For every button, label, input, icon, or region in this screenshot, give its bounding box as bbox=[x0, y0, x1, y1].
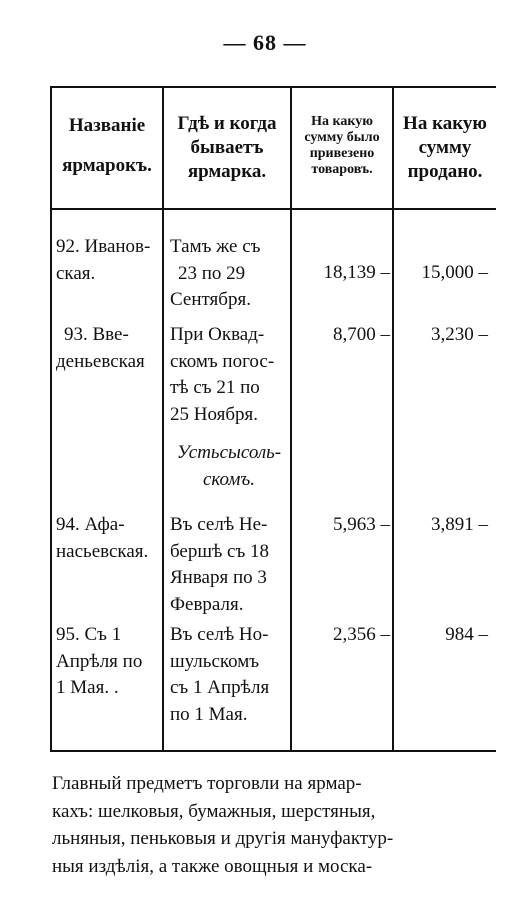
amount-brought: 8,700 – bbox=[333, 324, 390, 345]
text-line: 23 по 29 bbox=[178, 262, 246, 284]
text-line: съ 1 Апрѣля bbox=[170, 677, 270, 699]
text-line: При Оквад- bbox=[170, 324, 265, 345]
text-line: 93. Вве- bbox=[64, 324, 129, 345]
header-sold bbox=[394, 112, 496, 183]
text-line: шульскомъ bbox=[170, 650, 260, 672]
header-line: На какую bbox=[403, 113, 487, 134]
text-line: бершѣ съ 18 bbox=[170, 540, 270, 562]
text-line: деньевская bbox=[56, 350, 145, 372]
district-heading bbox=[170, 440, 288, 493]
paragraph-line: Главный предметъ торговли на ярмар- bbox=[52, 773, 362, 794]
amount-brought: 18,139 – bbox=[323, 262, 390, 283]
text-line: Въ селѣ Но- bbox=[170, 624, 269, 645]
header-line: На какую bbox=[311, 114, 373, 129]
fair-place bbox=[170, 234, 288, 314]
column-divider bbox=[290, 88, 292, 750]
paragraph-line: льняныя, пеньковыя и другія мануфактур- bbox=[52, 828, 394, 850]
amount-sold: 3,230 – bbox=[431, 324, 488, 345]
text-line: скомъ. bbox=[202, 468, 256, 490]
text-line: Устьсысоль- bbox=[176, 442, 282, 463]
header-brought bbox=[292, 114, 392, 178]
amount-sold: 3,891 – bbox=[431, 514, 488, 535]
fair-name bbox=[56, 234, 162, 287]
fairs-table bbox=[50, 86, 496, 752]
page-number: — 68 — bbox=[223, 30, 307, 55]
amount-brought: 2,356 – bbox=[333, 624, 390, 645]
text-line: Въ селѣ Не- bbox=[170, 514, 268, 535]
header-line: ярмарка. bbox=[187, 160, 267, 182]
fair-name bbox=[56, 322, 162, 375]
header-place bbox=[164, 112, 290, 183]
header-line: сумму bbox=[418, 136, 472, 158]
table-left-border bbox=[50, 88, 52, 750]
fair-place bbox=[170, 512, 288, 618]
column-divider bbox=[392, 88, 394, 750]
amount-brought: 5,963 – bbox=[333, 514, 390, 535]
text-line: 1 Мая. . bbox=[56, 677, 119, 699]
text-line: тѣ съ 21 по bbox=[170, 377, 260, 399]
header-name bbox=[52, 114, 162, 178]
text-line: 94. Афа- bbox=[56, 514, 125, 535]
amount-sold: 15,000 – bbox=[421, 262, 488, 283]
fair-name bbox=[56, 512, 162, 565]
text-line: Апрѣля по bbox=[56, 650, 143, 672]
text-line: 95. Съ 1 bbox=[56, 624, 122, 645]
fair-place bbox=[170, 322, 288, 428]
fair-name bbox=[56, 622, 162, 702]
text-line: насьевская. bbox=[56, 540, 149, 562]
paragraph-line: кахъ: шелковыя, бумажныя, шерстяныя, bbox=[52, 800, 376, 822]
text-line: Тамъ же съ bbox=[170, 236, 261, 257]
header-line: Гдѣ и когда bbox=[177, 113, 277, 134]
text-line: по 1 Мая. bbox=[170, 703, 248, 725]
text-line: 92. Иванов- bbox=[56, 236, 151, 257]
text-line: скомъ погос- bbox=[170, 350, 275, 372]
header-line: продано. bbox=[407, 160, 483, 182]
fair-place bbox=[170, 622, 288, 728]
text-line: ская. bbox=[56, 262, 96, 284]
header-line: привезено bbox=[309, 146, 375, 162]
text-line: Сентября. bbox=[170, 289, 251, 311]
text-line: 25 Ноября. bbox=[170, 403, 259, 425]
header-line: сумму было bbox=[304, 130, 380, 146]
amount-sold: 984 – bbox=[445, 624, 488, 645]
text-line: Января по 3 bbox=[170, 567, 267, 589]
paragraph-line: ныя издѣлія, а также овощныя и моска- bbox=[52, 855, 373, 877]
body-paragraph bbox=[52, 770, 494, 880]
header-divider bbox=[50, 208, 496, 210]
header-line: Названіе bbox=[68, 115, 146, 136]
header-line: бываетъ bbox=[190, 136, 264, 158]
column-divider bbox=[162, 88, 164, 750]
header-line: ярмарокъ. bbox=[62, 154, 152, 176]
header-line: товаровъ. bbox=[311, 162, 373, 178]
text-line: Февраля. bbox=[170, 593, 244, 615]
